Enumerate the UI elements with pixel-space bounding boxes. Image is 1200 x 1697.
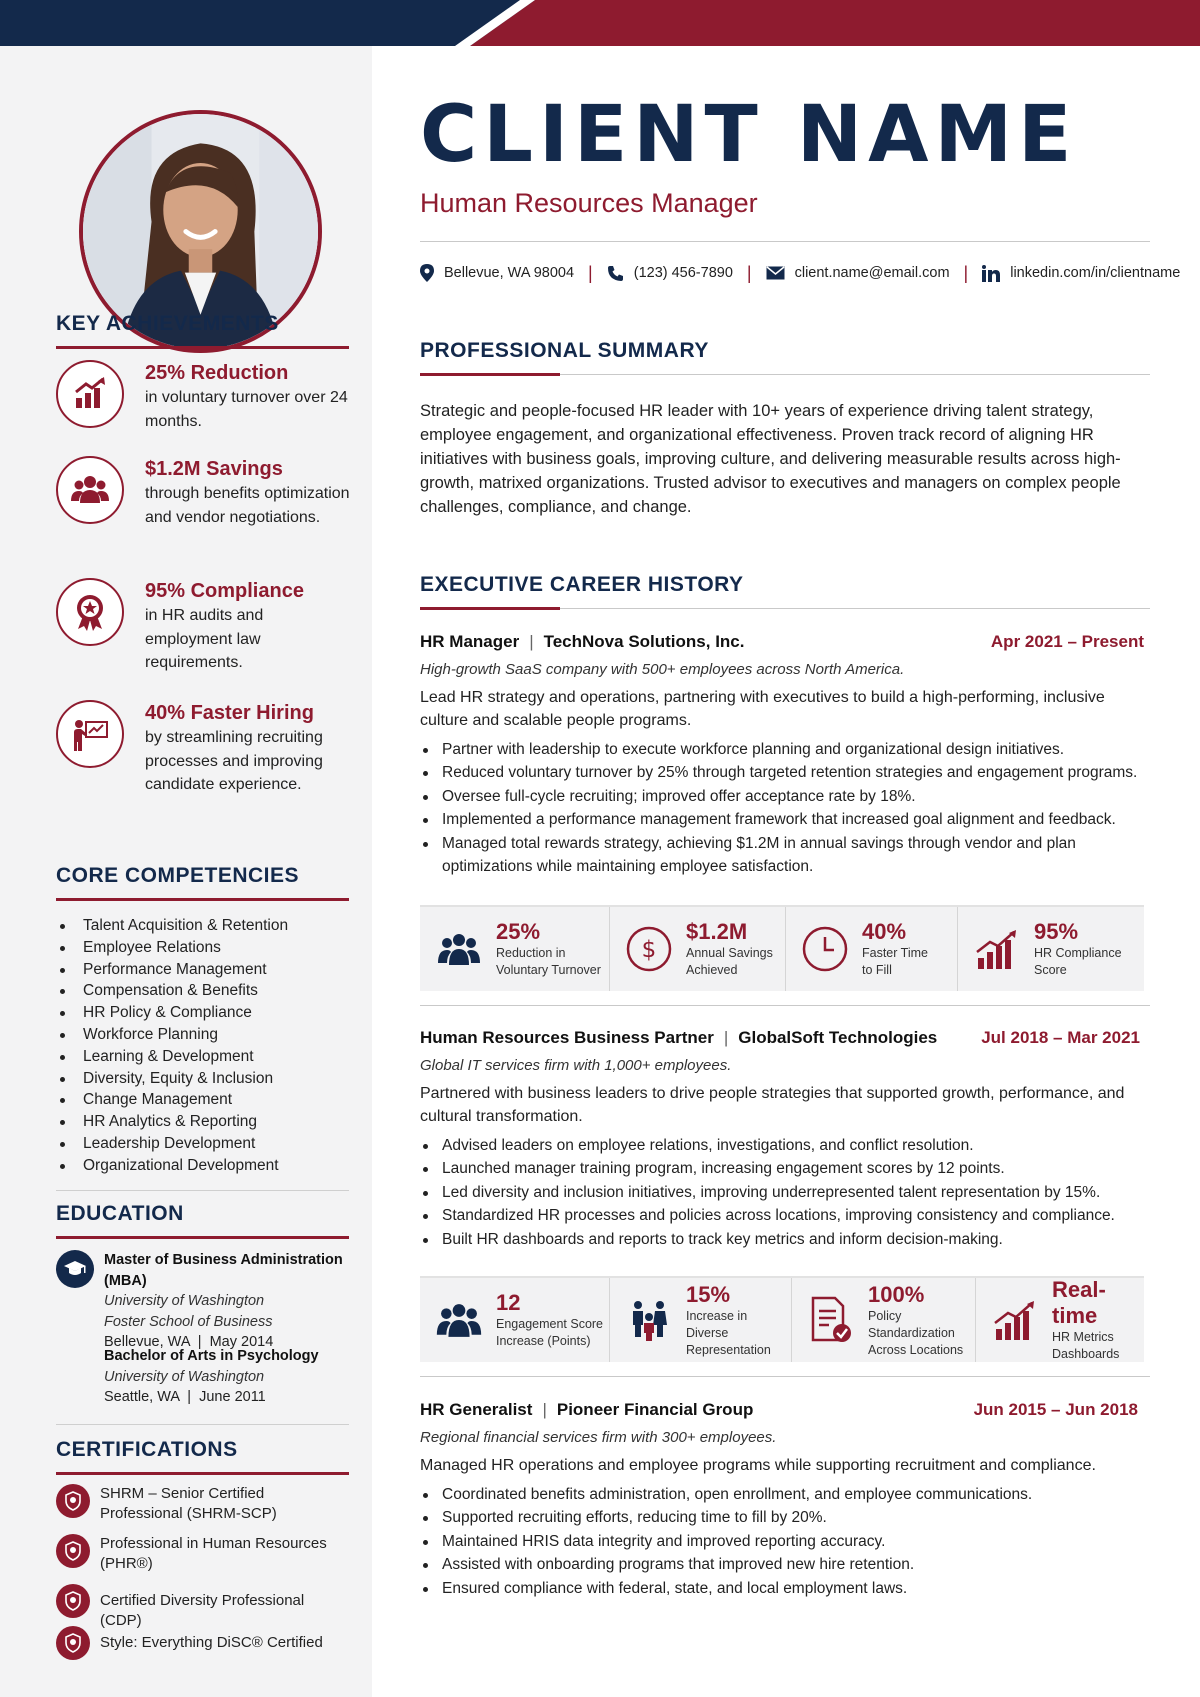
achievement-desc: by streamlining recruiting processes and improving candidate experience.	[145, 729, 323, 793]
contact-row	[420, 260, 1181, 286]
stat-item	[420, 907, 610, 991]
contact-separator: |	[963, 262, 969, 283]
list-item: Workforce Planning	[56, 1024, 349, 1046]
phone-text: (123) 456-7890	[633, 265, 733, 281]
job-company: GlobalSoft Technologies	[738, 1028, 938, 1047]
list-item: Compensation & Benefits	[56, 980, 349, 1002]
job-divider	[420, 1376, 1150, 1377]
job-entry	[420, 1400, 1150, 1600]
list-item: Managed total rewards strategy, achieving $1.2M in annual savings through vendor and plan optimizations while maintaining employee satisfaction.	[420, 832, 1150, 879]
dollar-icon	[624, 924, 674, 974]
education-place: Seattle, WA | June 2011	[104, 1389, 266, 1405]
header-divider	[420, 241, 1150, 242]
stats-bar	[420, 905, 1144, 991]
job-dates: Jul 2018 – Mar 2021	[981, 1028, 1140, 1047]
shield-badge-icon	[56, 1626, 90, 1660]
list-item: Oversee full-cycle recruiting; improved offer acceptance rate by 18%.	[420, 785, 1150, 808]
job-entry	[420, 632, 1150, 878]
education-school: University of Washington	[104, 1293, 265, 1309]
stat-item	[792, 1278, 976, 1362]
stat-label: Increase (Points)	[496, 1334, 591, 1348]
linkedin-icon	[982, 265, 1000, 282]
education-heading: EDUCATION	[56, 1202, 349, 1239]
job-summary: Managed HR operations and employee programs while supporting recruitment and compliance.	[420, 1457, 1096, 1474]
job-divider	[420, 1005, 1150, 1006]
education-degree: Bachelor of Arts in Psychology	[104, 1348, 319, 1364]
list-item: Organizational Development	[56, 1155, 349, 1177]
email-text: client.name@email.com	[794, 265, 950, 281]
job-company: Pioneer Financial Group	[556, 1400, 754, 1419]
stat-label: Across Locations	[868, 1342, 964, 1357]
certifications-list	[56, 1484, 349, 1684]
achievement-title: 95% Compliance	[145, 580, 304, 602]
core-competencies-section	[56, 864, 349, 1177]
list-item: Ensured compliance with federal, state, and local employment laws.	[420, 1577, 1150, 1600]
list-item: Led diversity and inclusion initiatives, improving underrepresented talent representation by 15%.	[420, 1181, 1150, 1204]
list-item: Launched manager training program, increasing engagement scores by 12 points.	[420, 1157, 1150, 1180]
stat-item	[976, 1278, 1144, 1362]
list-item: Coordinated benefits administration, open enrollment, and employee communications.	[420, 1483, 1150, 1506]
list-item: Diversity, Equity & Inclusion	[56, 1068, 349, 1090]
shield-badge-icon	[56, 1584, 90, 1618]
list-item: Supported recruiting efforts, reducing time to fill by 20%.	[420, 1506, 1150, 1529]
education-entry	[104, 1346, 364, 1408]
stat-value: 12	[496, 1290, 521, 1315]
job-separator: |	[542, 1400, 547, 1419]
shield-badge-icon	[56, 1484, 90, 1518]
education-degree: Master of Business Administration (MBA)	[104, 1252, 343, 1289]
contact-location	[420, 264, 574, 282]
certifications-section	[56, 1438, 349, 1475]
achievement-title: $1.2M Savings	[145, 458, 283, 480]
list-item: Learning & Development	[56, 1046, 349, 1068]
stat-label: to Fill	[862, 963, 892, 977]
achievement-desc: in voluntary turnover over 24 months.	[145, 389, 348, 430]
contact-separator: |	[588, 262, 593, 283]
stat-label: Dashboards	[1052, 1347, 1120, 1361]
stat-value: 25%	[496, 919, 541, 944]
stat-value: 95%	[1034, 919, 1079, 944]
graduation-cap-icon	[56, 1250, 94, 1288]
stat-value: Real-time	[1052, 1277, 1106, 1328]
list-item: Maintained HRIS data integrity and improved reporting accuracy.	[420, 1530, 1150, 1553]
achievements-list	[56, 360, 349, 830]
education-entry	[104, 1250, 364, 1353]
stat-item	[958, 907, 1144, 991]
sidebar-divider	[56, 1190, 349, 1191]
bar-chart-icon	[990, 1295, 1040, 1345]
education-school-sub: Foster School of Business	[104, 1313, 273, 1330]
people-group-icon	[56, 456, 124, 524]
company-description: Global IT services firm with 1,000+ employees.	[420, 1057, 732, 1074]
job-dates: Jun 2015 – Jun 2018	[973, 1400, 1138, 1419]
list-item: Employee Relations	[56, 937, 349, 959]
job-separator: |	[723, 1028, 729, 1047]
achievement-desc: through benefits optimization and vendor negotiations.	[145, 485, 350, 526]
stat-label: Representation	[686, 1342, 771, 1357]
list-item: Advised leaders on employee relations, investigations, and conflict resolution.	[420, 1134, 1150, 1157]
award-ribbon-icon	[56, 578, 124, 646]
certification-label: SHRM – Senior Certified Professional (SHRM-SCP)	[100, 1485, 277, 1522]
stat-value: 100%	[868, 1281, 925, 1307]
top-banner	[0, 0, 1200, 46]
job-bullets	[420, 1134, 1150, 1251]
people-group-icon	[434, 1295, 484, 1345]
envelope-icon	[766, 266, 785, 280]
contact-separator: |	[746, 262, 752, 283]
stat-label: HR Compliance	[1034, 946, 1122, 960]
stat-label: Policy Standardization	[868, 1308, 955, 1340]
job-role: HR Generalist	[420, 1400, 533, 1419]
contact-phone[interactable]	[607, 265, 733, 282]
list-item: Reduced voluntary turnover by 25% through targeted retention strategies and engagement programs.	[420, 761, 1150, 784]
job-bullets	[420, 738, 1150, 878]
contact-linkedin[interactable]	[982, 265, 1180, 282]
stat-label: Reduction in	[496, 946, 566, 960]
list-item: Change Management	[56, 1089, 349, 1111]
stat-label: Score	[1034, 963, 1067, 977]
job-bullets	[420, 1483, 1150, 1600]
sidebar	[0, 46, 372, 1697]
stat-label: Voluntary Turnover	[496, 963, 601, 977]
job-company: TechNova Solutions, Inc.	[543, 632, 745, 651]
stat-item	[420, 1278, 610, 1362]
key-achievements-heading: KEY ACHIEVEMENTS	[56, 312, 349, 349]
client-name: CLIENT NAME	[420, 90, 1078, 180]
job-summary: Lead HR strategy and operations, partnering with executives to build a high-performing, inclusive culture and scalable people programs.	[420, 689, 1105, 729]
stat-item	[786, 907, 958, 991]
diversity-icon	[624, 1295, 674, 1345]
job-dates: Apr 2021 – Present	[990, 632, 1144, 651]
job-role: HR Manager	[420, 632, 520, 651]
stats-bar	[420, 1276, 1144, 1362]
bar-chart-icon	[972, 924, 1022, 974]
list-item: Leadership Development	[56, 1133, 349, 1155]
key-achievements-section	[56, 312, 349, 349]
chart-up-icon	[56, 360, 124, 428]
list-item: Built HR dashboards and reports to track key metrics and inform decision-making.	[420, 1228, 1150, 1251]
shield-badge-icon	[56, 1534, 90, 1568]
list-item: Talent Acquisition & Retention	[56, 915, 349, 937]
certification-label: Professional in Human Resources (PHR®)	[100, 1535, 327, 1572]
stat-value: 15%	[686, 1281, 731, 1307]
education-place: Bellevue, WA | May 2014	[104, 1334, 274, 1350]
location-text: Bellevue, WA 98004	[444, 265, 575, 281]
sidebar-divider	[56, 1424, 349, 1425]
location-pin-icon	[420, 264, 434, 282]
presenter-icon	[56, 700, 124, 768]
svg-text:$: $	[641, 937, 657, 963]
phone-icon	[607, 265, 624, 282]
company-description: High-growth SaaS company with 500+ employees across North America.	[420, 661, 905, 678]
core-competencies-heading: CORE COMPETENCIES	[56, 864, 349, 901]
stat-label: Engagement Score	[496, 1317, 604, 1331]
competencies-list	[56, 915, 349, 1177]
stat-value: 40%	[862, 919, 907, 944]
job-separator: |	[529, 632, 534, 651]
list-item: HR Analytics & Reporting	[56, 1111, 349, 1133]
job-entry	[420, 1028, 1150, 1251]
certification-label: Certified Diversity Professional (CDP)	[100, 1592, 305, 1629]
education-section	[56, 1202, 349, 1239]
achievement-desc: in HR audits and employment law requirements.	[145, 607, 264, 671]
professional-summary-heading: PROFESSIONAL SUMMARY	[420, 339, 1150, 375]
stat-label: Annual Savings	[686, 946, 773, 960]
achievement-title: 25% Reduction	[145, 362, 289, 384]
education-school: University of Washington	[104, 1368, 265, 1385]
job-role: Human Resources Business Partner	[420, 1028, 714, 1047]
achievement-title: 40% Faster Hiring	[145, 702, 314, 724]
stat-item	[610, 907, 786, 991]
professional-summary-text: Strategic and people-focused HR leader with 10+ years of experience driving talent strategy, employee engagement, and organizational effectiveness. Proven track record of aligning HR initiatives with business goals, improving culture, and delivering measurable results across high-growth, matrixed organizations. Trusted advisor to executives and managers on complex people challenges, compliance, and change.	[420, 402, 1121, 516]
company-description: Regional financial services firm with 300+ employees.	[420, 1429, 777, 1446]
list-item: Assisted with onboarding programs that improved new hire retention.	[420, 1553, 1150, 1576]
job-title: Human Resources Manager	[420, 188, 758, 218]
people-group-icon	[434, 924, 484, 974]
list-item: HR Policy & Compliance	[56, 1002, 349, 1024]
career-history-heading: EXECUTIVE CAREER HISTORY	[420, 573, 1150, 609]
list-item: Implemented a performance management framework that increased goal alignment and feedback.	[420, 808, 1150, 831]
contact-email[interactable]	[766, 265, 950, 281]
list-item: Performance Management	[56, 959, 349, 981]
stat-value: $1.2M	[686, 919, 748, 944]
stat-label: Increase in Diverse	[686, 1308, 748, 1340]
list-item: Partner with leadership to execute workforce planning and organizational design initiatives.	[420, 738, 1150, 761]
document-check-icon	[806, 1295, 856, 1345]
stat-label: HR Metrics	[1052, 1330, 1114, 1344]
education-list	[56, 1250, 349, 1410]
list-item: Standardized HR processes and policies across locations, improving consistency and compliance.	[420, 1204, 1150, 1227]
stat-item	[610, 1278, 792, 1362]
stat-label: Achieved	[686, 963, 738, 977]
linkedin-text: linkedin.com/in/clientname	[1010, 265, 1181, 281]
job-summary: Partnered with business leaders to drive people strategies that supported growth, performance, and cultural transformation.	[420, 1085, 1125, 1125]
certification-label: Style: Everything DiSC® Certified	[100, 1634, 323, 1651]
stat-label: Faster Time	[862, 946, 928, 960]
clock-icon	[800, 924, 850, 974]
certifications-heading: CERTIFICATIONS	[56, 1438, 349, 1475]
